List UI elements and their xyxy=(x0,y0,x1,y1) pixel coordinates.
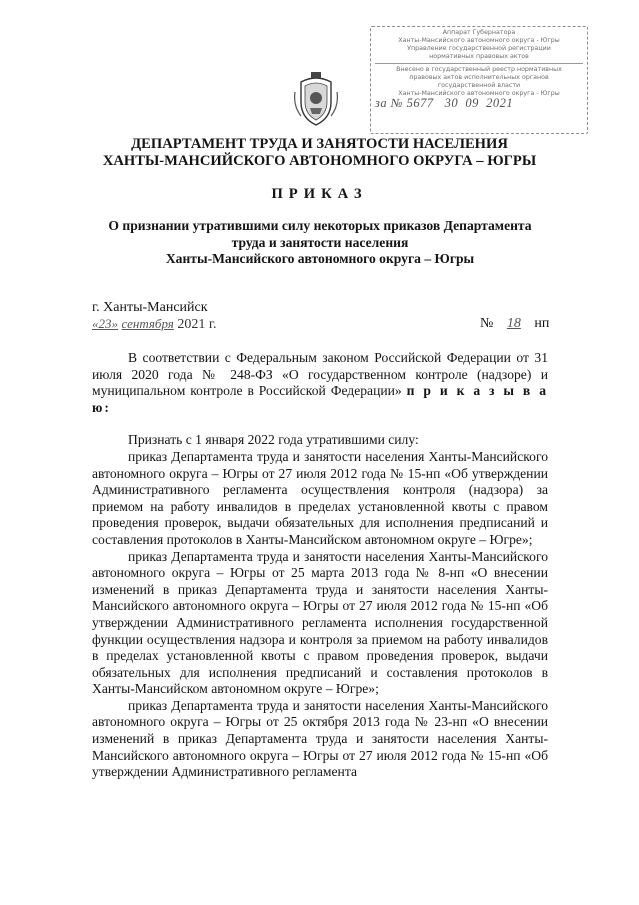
order-verb: п р и к а з ы в а ю: xyxy=(92,383,548,415)
stamp-line: правовых актов исполнительных органов xyxy=(409,74,549,81)
document-body xyxy=(92,350,548,781)
stamp-line: Управление государственной регистрации xyxy=(407,45,551,52)
list-item: приказ Департамента труда и занятости населения Ханты-Мансийского автономного округа – Югры от 25 марта 2013 года № 8-нп «О внесении изменений в приказ Департамента труда и занятости населения Ханты-Мансийского автономного округа – Югры от 27 июля 2012 года № 15-нп «Об утверждении Административного регламента исполнения государственной функции осуществления надзора и контроля за приемом на работу инвалидов в пределах установленной квоты с правом проведения проверок, выдачи обязательных для исполнения предписаний и составления протоколов в Ханты-Мансийском автономном округе – Югре»; xyxy=(92,548,548,697)
document-subject: О признании утратившими силу некоторых приказов Департамента труда и занятости населения Ханты-Мансийского автономного округа – Югры xyxy=(108,218,532,266)
date-day: «23» xyxy=(92,316,118,331)
coat-of-arms-emblem xyxy=(293,72,339,128)
date-month: сентября xyxy=(121,316,174,331)
department-line-1: ДЕПАРТАМЕНТ ТРУДА И ЗАНЯТОСТИ НАСЕЛЕНИЯ xyxy=(131,136,508,152)
registration-stamp xyxy=(370,26,588,134)
stamp-line: нормативных правовых актов xyxy=(429,53,529,60)
department-line-2: ХАНТЫ-МАНСИЙСКОГО АВТОНОМНОГО ОКРУГА – ЮГРЫ xyxy=(102,153,537,169)
list-item: приказ Департамента труда и занятости населения Ханты-Мансийского автономного округа – Югры от 25 октября 2013 года № 23-нп «О внесении изменений в приказ Департамента труда и занятости населения Ханты-Мансийского автономного округа – Югры от 27 июля 2012 года № 15-нп «Об утверждении Административного регламента xyxy=(92,697,548,780)
stamp-divider xyxy=(375,63,583,64)
stamp-line: государственной власти xyxy=(437,82,521,89)
number-value: 18 xyxy=(506,316,521,331)
document-date xyxy=(92,316,217,333)
stamp-line: Аппарат Губернатора xyxy=(442,29,516,36)
list-item: приказ Департамента труда и занятости населения Ханты-Мансийского автономного округа – Югры от 27 июля 2012 года № 15-нп «Об утверждении Административного регламента осуществления контроля (надзора) за приемом на работу инвалидов в пределах установленной квоты с правом проведения проверок, выдачи обязательных для исполнения предписаний и составления протоколов в Ханты-Мансийском автономном округе – Югре»; xyxy=(92,448,548,547)
lead-paragraph: Признать с 1 января 2022 года утратившими силу: xyxy=(128,432,419,448)
date-year: 2021 г. xyxy=(177,317,217,332)
stamp-line: Ханты-Мансийского автономного округа - Югры xyxy=(398,90,560,97)
document-number: № 18 нп xyxy=(480,316,550,331)
document-type: ПРИКАЗ xyxy=(271,186,368,202)
intro-paragraph: В соответствии с Федеральным законом Российской Федерации от 31 июля 2020 года № 248-ФЗ «О государственном контроле (надзоре) и муниципальном контроле в Российской Федерации» п р и к а з ы в а ю: xyxy=(92,350,548,415)
stamp-registration: за № 5677 30 09 2021 xyxy=(375,96,514,110)
department-header xyxy=(0,136,639,170)
stamp-line: Внесено в государственный реестр нормативных xyxy=(396,66,562,73)
city: г. Ханты-Мансийск xyxy=(92,300,208,315)
stamp-line: Ханты-Мансийского автономного округа - Югры xyxy=(398,37,560,44)
